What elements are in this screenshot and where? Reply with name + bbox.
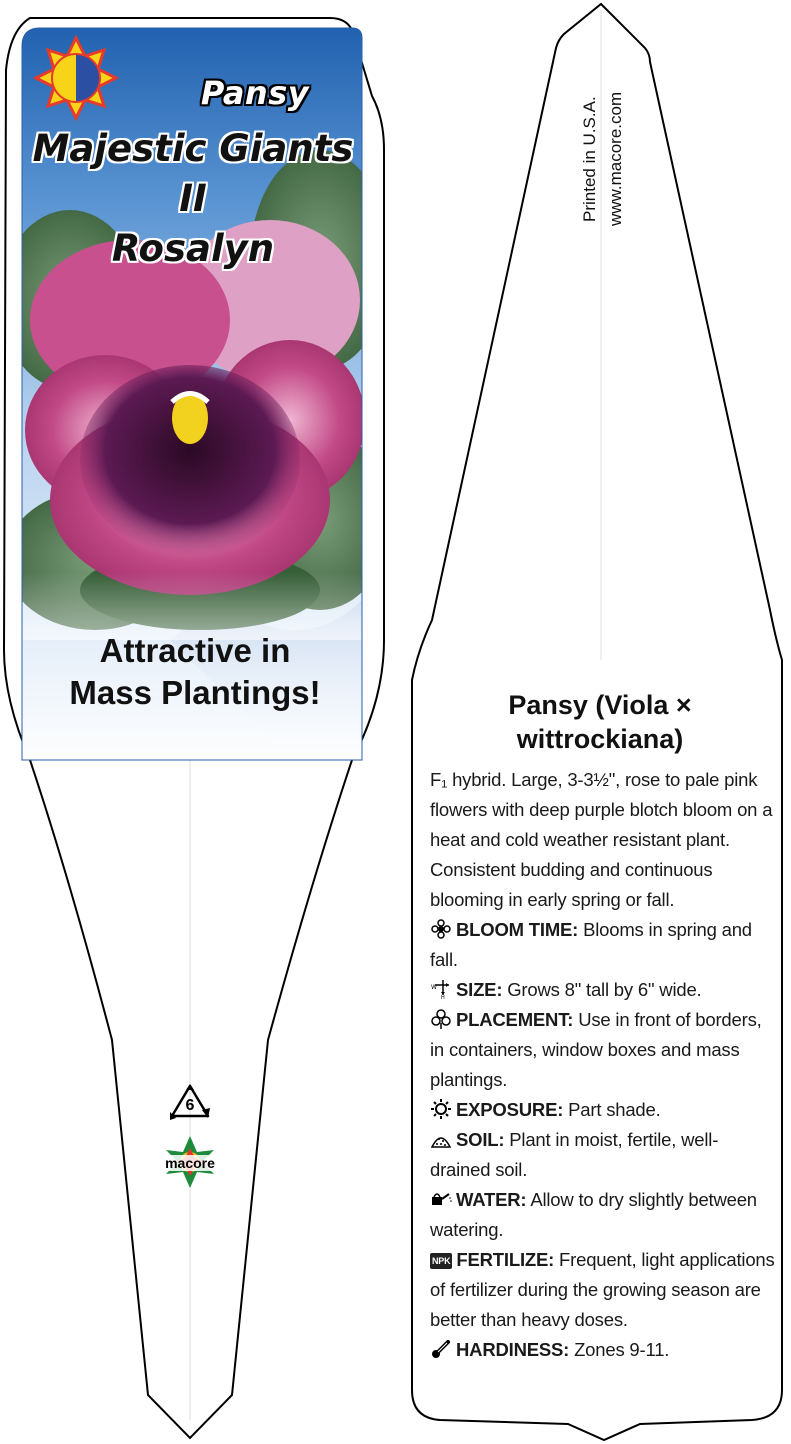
recycle-code: 6	[185, 1097, 195, 1114]
sun-icon	[430, 1099, 452, 1119]
size-arrows-icon	[430, 979, 452, 999]
exposure-text: Part shade.	[568, 1099, 661, 1120]
tagline	[30, 630, 360, 714]
website-text: www.macore.com	[606, 91, 625, 226]
svg-text:W: W	[431, 984, 437, 991]
bloom-time-row	[430, 915, 775, 975]
variety-name	[20, 124, 366, 274]
common-name-script: Pansy	[200, 74, 310, 112]
description: F₁ hybrid. Large, 3-3½", rose to pale pink flowers with deep purple blotch bloom on a heat and cold weather resistant plant. Consistent budding and continuous blooming in early spring or fall.	[430, 769, 773, 910]
soil-label: SOIL:	[456, 1129, 505, 1150]
placement-label: PLACEMENT:	[456, 1009, 574, 1030]
exposure-label: EXPOSURE:	[456, 1099, 564, 1120]
hardiness-row	[430, 1335, 775, 1365]
soil-mound-icon	[430, 1129, 452, 1149]
svg-text:H: H	[441, 995, 445, 999]
brand-name: macore	[155, 1155, 225, 1171]
watering-can-icon	[430, 1189, 452, 1209]
flower-icon	[430, 919, 452, 939]
size-row	[430, 975, 775, 1005]
variety-line-1: Majestic Giants II	[32, 127, 354, 220]
water-label: WATER:	[456, 1189, 527, 1210]
bloom-time-text: Blooms in spring and fall.	[430, 919, 752, 970]
water-row	[430, 1185, 775, 1245]
size-text: Grows 8" tall by 6" wide.	[507, 979, 702, 1000]
fertilize-label: FERTILIZE:	[456, 1249, 555, 1270]
npk-badge-icon: NPK	[430, 1253, 452, 1269]
printed-in-text: Printed in U.S.A.	[580, 96, 599, 222]
hardiness-label: HARDINESS:	[456, 1339, 570, 1360]
tagline-line-1: Attractive in	[99, 632, 291, 669]
soil-row	[430, 1125, 775, 1185]
hardiness-text: Zones 9-11.	[574, 1339, 670, 1360]
exposure-row	[430, 1095, 775, 1125]
sun-logo-icon	[36, 38, 116, 118]
tagline-line-2: Mass Plantings!	[69, 674, 321, 711]
placement-row	[430, 1005, 775, 1095]
thermometer-icon	[430, 1339, 452, 1359]
size-label: SIZE:	[456, 979, 503, 1000]
bloom-time-label: BLOOM TIME:	[456, 919, 579, 940]
plants-icon	[430, 1009, 452, 1029]
soil-text: Plant in moist, fertile, well-drained soil.	[430, 1129, 719, 1180]
water-text: Allow to dry slightly between watering.	[430, 1189, 757, 1240]
variety-line-2: Rosalyn	[111, 227, 275, 270]
botanical-title	[432, 688, 768, 756]
placement-text: Use in front of borders, in containers, window boxes and mass plantings.	[430, 1009, 762, 1090]
care-info	[430, 765, 775, 1365]
fertilize-row	[430, 1245, 775, 1335]
botanical-title-line-2: wittrockiana)	[516, 724, 684, 754]
fertilize-text: Frequent, light applications of fertilizer during the growing season are better than heavy doses.	[430, 1249, 775, 1330]
botanical-title-line-1: Pansy (Viola ×	[508, 690, 692, 720]
